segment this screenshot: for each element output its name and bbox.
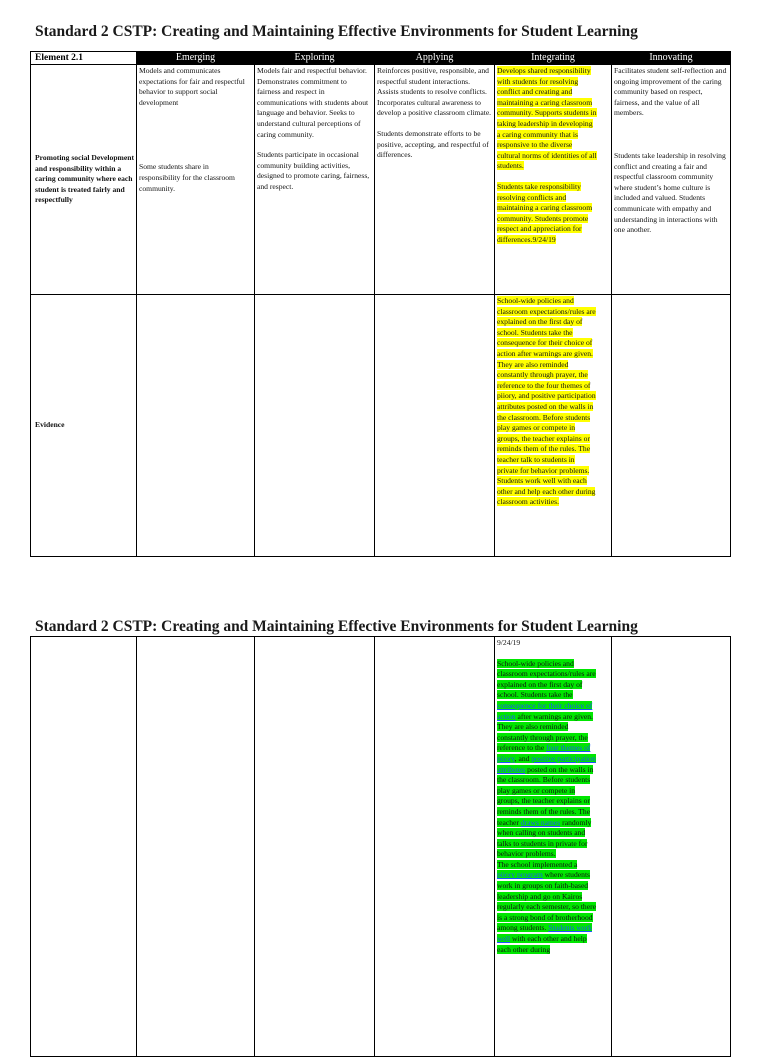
column-header-innovating: Innovating	[612, 52, 731, 65]
evidence-link[interactable]: four themes of piiory	[497, 743, 591, 763]
evidence-text-segment: with each other and help each other during	[497, 934, 587, 954]
evidence-link[interactable]: consequence for their choice of action	[497, 700, 593, 721]
evidence-text-segment: posted on the walls in the classroom. Before students play games or compete in groups, the teacher explains or reminds them of the rules. The teacher	[497, 764, 594, 827]
evidence-text-segment: after warnings are given. They are also reminded constantly through prayer, the reference to the	[497, 711, 593, 753]
cell-evidence	[495, 295, 612, 557]
page-title: Standard 2 CSTP: Creating and Maintaining Effective Environments for Student Learning	[35, 618, 638, 635]
evidence-link[interactable]: draws names	[520, 817, 561, 827]
date-label: 9/24/19	[497, 638, 521, 647]
column-header-emerging: Emerging	[137, 52, 255, 65]
column-header-exploring: Exploring	[255, 52, 375, 65]
cell-text: Students demonstrate efforts to be positive, accepting, and respectful of differences.	[377, 128, 489, 160]
cell-exploring	[255, 65, 375, 295]
empty-cell	[255, 295, 375, 557]
standards-table	[30, 51, 731, 557]
table-header-row	[31, 52, 731, 65]
cell-evidence	[495, 637, 612, 1057]
cell-text: Students participate in occasional community building activities, designed to promote caring, fairness, and respect.	[257, 150, 370, 191]
empty-cell	[137, 295, 255, 557]
empty-cell	[612, 637, 731, 1057]
table-row	[31, 295, 731, 557]
evidence-link[interactable]: piiory program	[497, 870, 543, 880]
evidence-text	[497, 659, 597, 956]
row-heading: Evidence	[31, 295, 137, 557]
column-header-integrating: Integrating	[495, 52, 612, 65]
cell-emerging	[137, 65, 255, 295]
evidence-link[interactable]: Students work well	[497, 923, 592, 944]
cell-applying	[375, 65, 495, 295]
column-header-applying: Applying	[375, 52, 495, 65]
cell-text: Models fair and respectful behavior. Demonstrates commitment to fairness and respect in communications with students about language and behavior. Seeks to understand cultural perceptions of caring community.	[257, 66, 369, 139]
empty-cell	[375, 637, 495, 1057]
evidence-text-segment: randomly when calling on students and talks to students in private for behavior problems.	[497, 817, 592, 859]
evidence-text-segment: The school implemented a	[497, 859, 578, 869]
empty-cell	[612, 295, 731, 557]
table-row	[31, 637, 731, 1057]
table-row	[31, 65, 731, 295]
cell-integrating	[495, 65, 612, 295]
standards-table-continued	[30, 636, 731, 1057]
evidence-link[interactable]: positive participation attributes	[497, 753, 596, 774]
highlighted-text: School-wide policies and classroom expectations/rules are explained on the first day of school. Students take the consequence for their choice of action after warnings are given. They are also reminded constantly through prayer, the reference to the four themes of piiory, and positive participation attributes posted on the walls in the classroom. Before students play games or compete in groups, the teacher explains or reminds them of the rules. The teacher talk to students in private for behavior problems. Students work well with each other and help each other during classroom activities.	[497, 296, 596, 507]
highlighted-text: Students take responsibility resolving conflicts and maintaining a caring classroom community. Students promote respect and appreciation for differences.9/24/19	[497, 181, 593, 244]
evidence-text-segment: , and	[514, 753, 532, 763]
highlighted-text: Develops shared responsibility with students for resolving conflict and creating and maintaining a caring classroom community. Supports students in taking leadership in developing a caring community that is responsive to the diverse cultural norms of identities of all students.	[497, 66, 597, 171]
empty-cell	[137, 637, 255, 1057]
cell-text: Some students share in responsibility for the classroom community.	[139, 162, 235, 193]
cell-text: Reinforces positive, responsible, and respectful student interactions. Assists students to resolve conflicts. Incorporates cultural awareness to develop a positive classroom climate.	[377, 66, 492, 118]
cell-text: Models and communicates expectations for fair and respectful behavior to support social development	[139, 66, 245, 107]
empty-cell	[255, 637, 375, 1057]
row-heading: Promoting social Development and responsibility within a caring community where each student is treated fairly and respectfully	[31, 65, 137, 295]
empty-cell	[31, 637, 137, 1057]
page-title: Standard 2 CSTP: Creating and Maintaining Effective Environments for Student Learning	[35, 23, 638, 40]
cell-text: Students take leadership in resolving conflict and creating a fair and respectful classroom community where student’s home culture is included and valued. Students communicate with empathy and understanding in interactions with one another.	[614, 150, 726, 235]
evidence-text-segment: where students work in groups on faith-based leadership and go on Kairos regularly each semester, so there is a strong bond of brotherhood among students.	[497, 870, 597, 933]
element-label: Element 2.1	[31, 52, 137, 65]
empty-cell	[375, 295, 495, 557]
cell-text: Facilitates student self-reflection and ongoing improvement of the caring community based on respect, fairness, and the value of all members.	[614, 66, 727, 118]
cell-innovating	[612, 65, 731, 295]
evidence-text-segment: School-wide policies and classroom expectations/rules are explained on the first day of school. Students take the	[497, 658, 596, 700]
